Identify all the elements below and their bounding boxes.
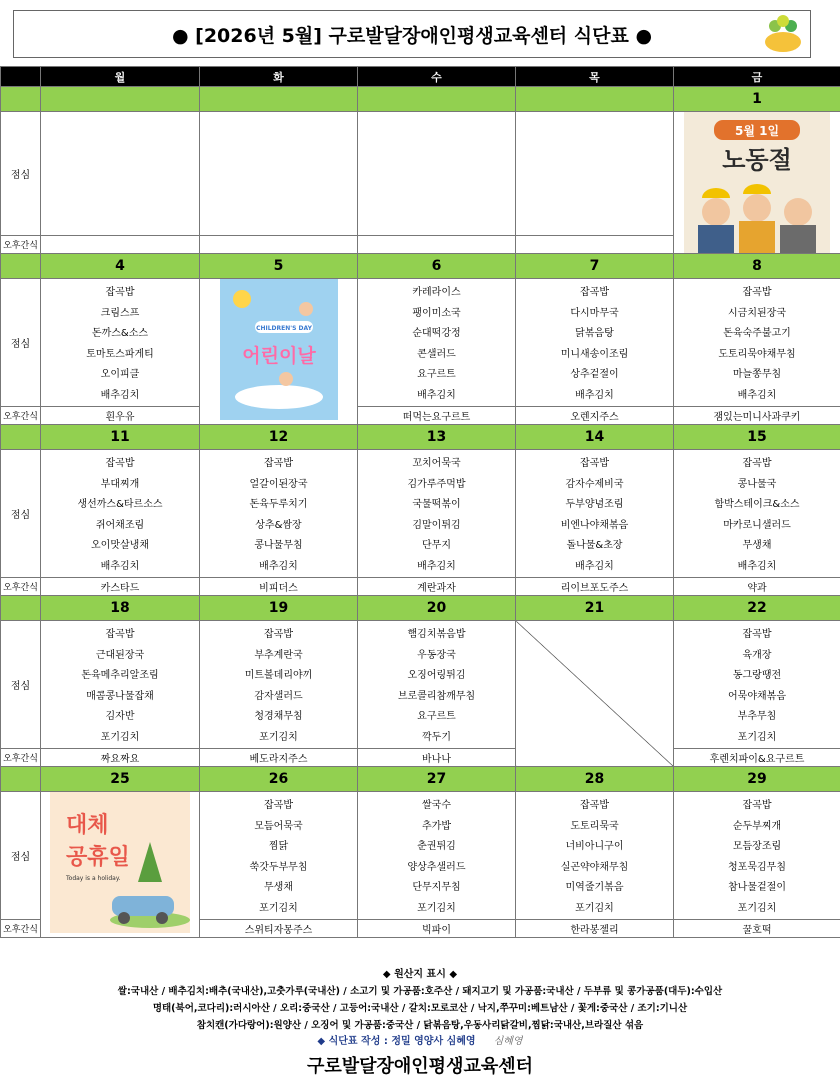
snack-row: [1, 749, 840, 767]
menu-item: 요구르트: [417, 711, 456, 722]
lunch-list: [516, 796, 673, 919]
menu-item: 도토리묵야채무침: [718, 348, 796, 360]
menu-item: 잡곡밥: [580, 458, 609, 469]
menu-item: 김자반: [105, 711, 135, 722]
snack-cell: 스위티자몽주스: [200, 920, 358, 938]
menu-item: 잡곡밥: [742, 458, 772, 469]
menu-item: 참나물겉절이: [728, 882, 786, 893]
snack-cell: 잼있는미니사과쿠키: [674, 407, 840, 425]
snack-cell: 오렌지주스: [516, 407, 674, 425]
menu-item: 포기김치: [259, 731, 298, 743]
snack-cell: 계란과자: [358, 578, 516, 596]
menu-item: 춘권튀김: [417, 841, 456, 852]
weekday-0: 월: [41, 67, 200, 87]
menu-item: 매콤콩나물잡채: [86, 690, 154, 702]
lunch-list: [516, 283, 673, 406]
date-cell: 1: [674, 87, 840, 112]
date-label-cell: [1, 254, 41, 279]
date-cell: 15: [674, 425, 840, 450]
menu-item: 팽이미소국: [412, 307, 461, 319]
menu-item: 부추계란국: [254, 649, 303, 661]
snack-cell: [516, 236, 674, 254]
lunch-list: [200, 625, 357, 748]
labor-day-banner: 5월 1일: [734, 124, 780, 138]
menu-item: 양상추샐러드: [407, 861, 466, 873]
menu-item: 꼬치어묵국: [412, 458, 461, 469]
menu-item: 배추김치: [100, 389, 140, 401]
menu-item: 돈육숙주불고기: [723, 328, 791, 339]
menu-item: 포기김치: [417, 902, 456, 914]
menu-item: 햄김치볶음밥: [407, 629, 466, 640]
menu-item: 청포묵김무침: [728, 861, 786, 873]
date-label-cell: [1, 87, 41, 112]
lunch-list: [41, 454, 199, 577]
lunch-cell: [674, 621, 840, 749]
snack-label: 오후간식: [1, 749, 41, 767]
snack-cell: 빅파이: [358, 920, 516, 938]
lunch-list: [358, 625, 515, 748]
menu-item: 모듬장조림: [732, 841, 782, 852]
image-cell: [200, 279, 358, 425]
menu-item: 카레라이스: [412, 287, 461, 298]
substitute-holiday-image: [50, 792, 190, 933]
menu-item: 시금치된장국: [728, 307, 786, 319]
holiday-headline-2: 공휴일: [66, 845, 130, 870]
date-cell: 22: [674, 596, 840, 621]
menu-item: 배추김치: [575, 560, 614, 572]
menu-item: 미니새송이조림: [560, 348, 629, 360]
snack-cell: 흰우유: [41, 407, 200, 425]
lunch-list: [41, 283, 199, 406]
menu-item: 돈육메추리알조림: [81, 670, 159, 681]
lunch-cell: [200, 450, 358, 578]
snack-label: 오후간식: [1, 578, 41, 596]
lunch-cell: [41, 279, 200, 407]
menu-item: 모듬어묵국: [254, 820, 303, 832]
snack-row: [1, 578, 840, 596]
date-cell: 7: [516, 254, 674, 279]
menu-item: 동그랑땡전: [732, 670, 782, 681]
origin-title: ◆ 원산지 표시 ◆: [382, 969, 458, 980]
weekday-1: 화: [200, 67, 358, 87]
menu-item: 배추김치: [417, 560, 456, 572]
signature: 심혜영: [493, 1036, 523, 1047]
date-row: [1, 596, 840, 621]
snack-cell: 짜요짜요: [41, 749, 200, 767]
menu-item: 포기김치: [100, 731, 140, 743]
snack-cell: 후렌치파이&요구르트: [674, 749, 840, 767]
menu-item: 돈까스&소스: [91, 328, 149, 339]
lunch-label: 점심: [1, 450, 41, 578]
menu-item: 오이피클: [100, 369, 140, 380]
snack-cell: 한라봉젤리: [516, 920, 674, 938]
menu-item: 콩나물국: [737, 478, 777, 490]
menu-item: 순대떡강정: [412, 328, 461, 339]
snack-cell: 베도라지주스: [200, 749, 358, 767]
lunch-cell: [358, 792, 516, 920]
date-label-cell: [1, 596, 41, 621]
date-cell: 20: [358, 596, 516, 621]
lunch-label: 점심: [1, 621, 41, 749]
menu-item: 두부양념조림: [565, 499, 624, 510]
date-cell: 12: [200, 425, 358, 450]
menu-item: 김말이튀김: [412, 519, 461, 531]
menu-item: 근대된장국: [95, 649, 145, 661]
date-cell: 19: [200, 596, 358, 621]
holiday-headline-1: 대체: [66, 813, 109, 838]
date-cell: 26: [200, 767, 358, 792]
date-row: [1, 425, 840, 450]
date-row: [1, 87, 840, 112]
menu-item: 오징어링튀김: [407, 670, 466, 681]
menu-item: 비엔나야채볶음: [560, 519, 629, 531]
menu-item: 도토리묵국: [570, 820, 619, 832]
menu-item: 무생채: [742, 540, 772, 551]
lunch-list: [358, 283, 515, 406]
date-label-cell: [1, 425, 41, 450]
snack-cell: [358, 236, 516, 254]
menu-item: 상추&쌈장: [255, 519, 302, 531]
labor-day-image: [684, 112, 830, 253]
snack-cell: [41, 236, 200, 254]
menu-item: 단무지무침: [412, 882, 461, 893]
date-row: [1, 767, 840, 792]
menu-item: 상추겉절이: [570, 369, 619, 380]
lunch-cell: [200, 621, 358, 749]
menu-item: 콩나물무침: [254, 540, 303, 551]
corner-cell: [1, 67, 41, 87]
menu-item: 배추김치: [417, 389, 456, 401]
menu-item: 육개장: [742, 649, 772, 661]
date-cell: 4: [41, 254, 200, 279]
lunch-cell: [41, 621, 200, 749]
menu-item: 토마토스파게티: [86, 348, 154, 360]
menu-item: 오이맛살냉채: [91, 540, 149, 551]
date-cell: [516, 87, 674, 112]
menu-item: 얼갈이된장국: [249, 478, 308, 490]
lunch-cell: [358, 450, 516, 578]
image-cell: [674, 112, 840, 254]
menu-item: 돈육두루치기: [249, 499, 308, 510]
weekday-4: 금: [674, 67, 840, 87]
lunch-list: [674, 796, 840, 919]
menu-item: 추가밥: [422, 820, 451, 832]
lunch-label: 점심: [1, 792, 41, 920]
date-cell: 13: [358, 425, 516, 450]
menu-item: 감자수제비국: [565, 478, 624, 490]
origin-line-2: 명태(북어,코다리):러시아산 / 오리:중국산 / 고등어:국내산 / 갈치:모로코산 / 낙지,쭈꾸미:베트남산 / 꽃게:중국산 / 조기:기니산: [152, 1003, 688, 1014]
date-row: [1, 254, 840, 279]
menu-item: 배추김치: [737, 389, 777, 401]
menu-item: 잡곡밥: [105, 629, 135, 640]
lunch-list: [200, 796, 357, 919]
menu-item: 잡곡밥: [264, 458, 293, 469]
menu-item: 잡곡밥: [580, 287, 609, 298]
snack-label: 오후간식: [1, 920, 41, 938]
menu-item: 찜닭: [268, 841, 289, 852]
menu-item: 잡곡밥: [105, 287, 135, 298]
menu-item: 돌나물&초장: [566, 540, 623, 551]
menu-item: 미트볼데리야끼: [244, 670, 313, 681]
lunch-label: 점심: [1, 279, 41, 407]
lunch-cell: [674, 450, 840, 578]
origin-line-3: 참치캔(가다랑어):원양산 / 오징어 및 가공품:중국산 / 닭볶음탕,우동사리닭갈비,찜닭:국내산,브라질산 섞음: [196, 1020, 644, 1031]
menu-item: 함박스테이크&소스: [714, 499, 800, 510]
menu-item: 어묵야채볶음: [728, 690, 786, 702]
page-title-text: ● [2026년 5월] 구로발달장애인평생교육센터 식단표 ●: [171, 24, 653, 47]
lunch-cell: [358, 621, 516, 749]
menu-item: 잡곡밥: [580, 800, 609, 811]
snack-cell: 떠먹는요구르트: [358, 407, 516, 425]
menu-item: 부추무침: [737, 711, 777, 722]
lunch-row: [1, 112, 840, 236]
menu-item: 잡곡밥: [742, 629, 772, 640]
weekday-2: 수: [358, 67, 516, 87]
menu-item: 콘샐러드: [417, 348, 456, 360]
menu-item: 김가루주먹밥: [407, 478, 466, 490]
menu-item: 포기김치: [575, 902, 614, 914]
childrens-day-image: [220, 279, 338, 420]
menu-item: 순두부찌개: [732, 820, 782, 832]
lunch-list: [674, 625, 840, 748]
date-cell: [358, 87, 516, 112]
date-cell: 5: [200, 254, 358, 279]
menu-item: 너비아니구이: [565, 841, 624, 852]
lunch-row: [1, 621, 840, 749]
lunch-cell: [674, 279, 840, 407]
lunch-list: [516, 454, 673, 577]
menu-item: 생선까스&타르소스: [77, 499, 163, 510]
menu-item: 요구르트: [417, 369, 456, 380]
menu-item: 잡곡밥: [742, 800, 772, 811]
menu-item: 쥐어채조림: [95, 519, 145, 531]
lunch-cell: [358, 112, 516, 236]
lunch-row: [1, 792, 840, 920]
snack-cell: 바나나: [358, 749, 516, 767]
menu-item: 마카로니샐러드: [723, 519, 791, 531]
menu-item: 포기김치: [737, 731, 777, 743]
menu-item: 마늘쫑무침: [732, 369, 782, 380]
image-cell: [41, 792, 200, 938]
menu-item: 다시마무국: [570, 307, 619, 319]
lunch-list: [41, 625, 199, 748]
menu-item: 배추김치: [100, 560, 140, 572]
menu-writer: [0, 1032, 840, 1047]
menu-item: 배추김치: [259, 560, 298, 572]
date-cell: 8: [674, 254, 840, 279]
menu-item: 우동장국: [417, 649, 456, 661]
date-cell: 21: [516, 596, 674, 621]
childrens-day-badge: CHILDREN'S DAY: [255, 325, 312, 332]
menu-item: 포기김치: [259, 902, 298, 914]
menu-item: 잡곡밥: [105, 458, 135, 469]
snack-label: 오후간식: [1, 407, 41, 425]
lunch-row: [1, 279, 840, 407]
weekday-3: 목: [516, 67, 674, 87]
weekday-header-row: [1, 67, 840, 87]
lunch-cell: [41, 112, 200, 236]
menu-item: 쑥갓두부무침: [249, 861, 308, 873]
snack-cell: 꿀호떡: [674, 920, 840, 938]
menu-item: 국물떡볶이: [412, 499, 461, 510]
menu-item: 단무지: [422, 540, 451, 551]
lunch-cell: [516, 450, 674, 578]
date-cell: 28: [516, 767, 674, 792]
menu-item: 쌀국수: [422, 800, 451, 811]
menu-item: 감자샐러드: [254, 690, 303, 702]
menu-item: 미역줄기볶음: [565, 882, 624, 893]
menu-item: 배추김치: [575, 389, 614, 401]
date-cell: 11: [41, 425, 200, 450]
lunch-cell: [516, 112, 674, 236]
date-cell: [200, 87, 358, 112]
menu-item: 잡곡밥: [742, 287, 772, 298]
menu-item: 크림스프: [100, 307, 140, 319]
menu-item: 실곤약야채무침: [560, 861, 629, 873]
writer-text: ◆ 식단표 작성 : 정밀 영양사 심혜영: [317, 1036, 476, 1047]
lunch-list: [358, 796, 515, 919]
date-label-cell: [1, 767, 41, 792]
snack-cell: 리이브포도주스: [516, 578, 674, 596]
footer-center-name: 구로발달장애인평생교육센터: [306, 1056, 534, 1077]
menu-item: 브로콜리참깨무침: [397, 690, 476, 702]
menu-table: [0, 66, 840, 938]
snack-label: 오후간식: [1, 236, 41, 254]
empty-day-cell: [516, 621, 674, 767]
snack-cell: [200, 236, 358, 254]
date-cell: 25: [41, 767, 200, 792]
menu-item: 배추김치: [737, 560, 777, 572]
holiday-sub: Today is a holiday.: [66, 875, 121, 882]
menu-item: 청경채무침: [254, 711, 303, 722]
date-cell: 18: [41, 596, 200, 621]
lunch-cell: [41, 450, 200, 578]
menu-item: 잡곡밥: [264, 800, 293, 811]
childrens-day-headline: 어린이날: [241, 345, 316, 367]
lunch-row: [1, 450, 840, 578]
origin-line-1: 쌀:국내산 / 배추김치:배추(국내산),고춧가루(국내산) / 소고기 및 가공품:호주산 / 돼지고기 및 가공품:국내산 / 두부류 및 콩가공품(대두):수입산: [117, 986, 723, 997]
menu-item: 잡곡밥: [264, 629, 293, 640]
lunch-list: [674, 283, 840, 406]
lunch-list: [200, 454, 357, 577]
lunch-cell: [674, 792, 840, 920]
lunch-cell: [200, 112, 358, 236]
menu-item: 깍두기: [422, 731, 451, 743]
menu-item: 무생채: [264, 882, 293, 893]
lunch-label: 점심: [1, 112, 41, 236]
snack-row: [1, 407, 840, 425]
lunch-list: [674, 454, 840, 577]
lunch-list: [358, 454, 515, 577]
page-title: [13, 10, 811, 58]
date-cell: 14: [516, 425, 674, 450]
center-logo-icon: [760, 12, 806, 54]
snack-cell: 비피더스: [200, 578, 358, 596]
menu-item: 부대찌개: [100, 478, 140, 490]
lunch-cell: [516, 792, 674, 920]
date-cell: 29: [674, 767, 840, 792]
lunch-cell: [516, 279, 674, 407]
labor-day-headline: 노동절: [722, 146, 792, 174]
snack-cell: 카스타드: [41, 578, 200, 596]
date-cell: [41, 87, 200, 112]
snack-cell: 약과: [674, 578, 840, 596]
lunch-cell: [200, 792, 358, 920]
date-cell: 6: [358, 254, 516, 279]
lunch-cell: [358, 279, 516, 407]
date-cell: 27: [358, 767, 516, 792]
menu-item: 포기김치: [737, 902, 777, 914]
menu-item: 닭볶음탕: [575, 328, 614, 339]
